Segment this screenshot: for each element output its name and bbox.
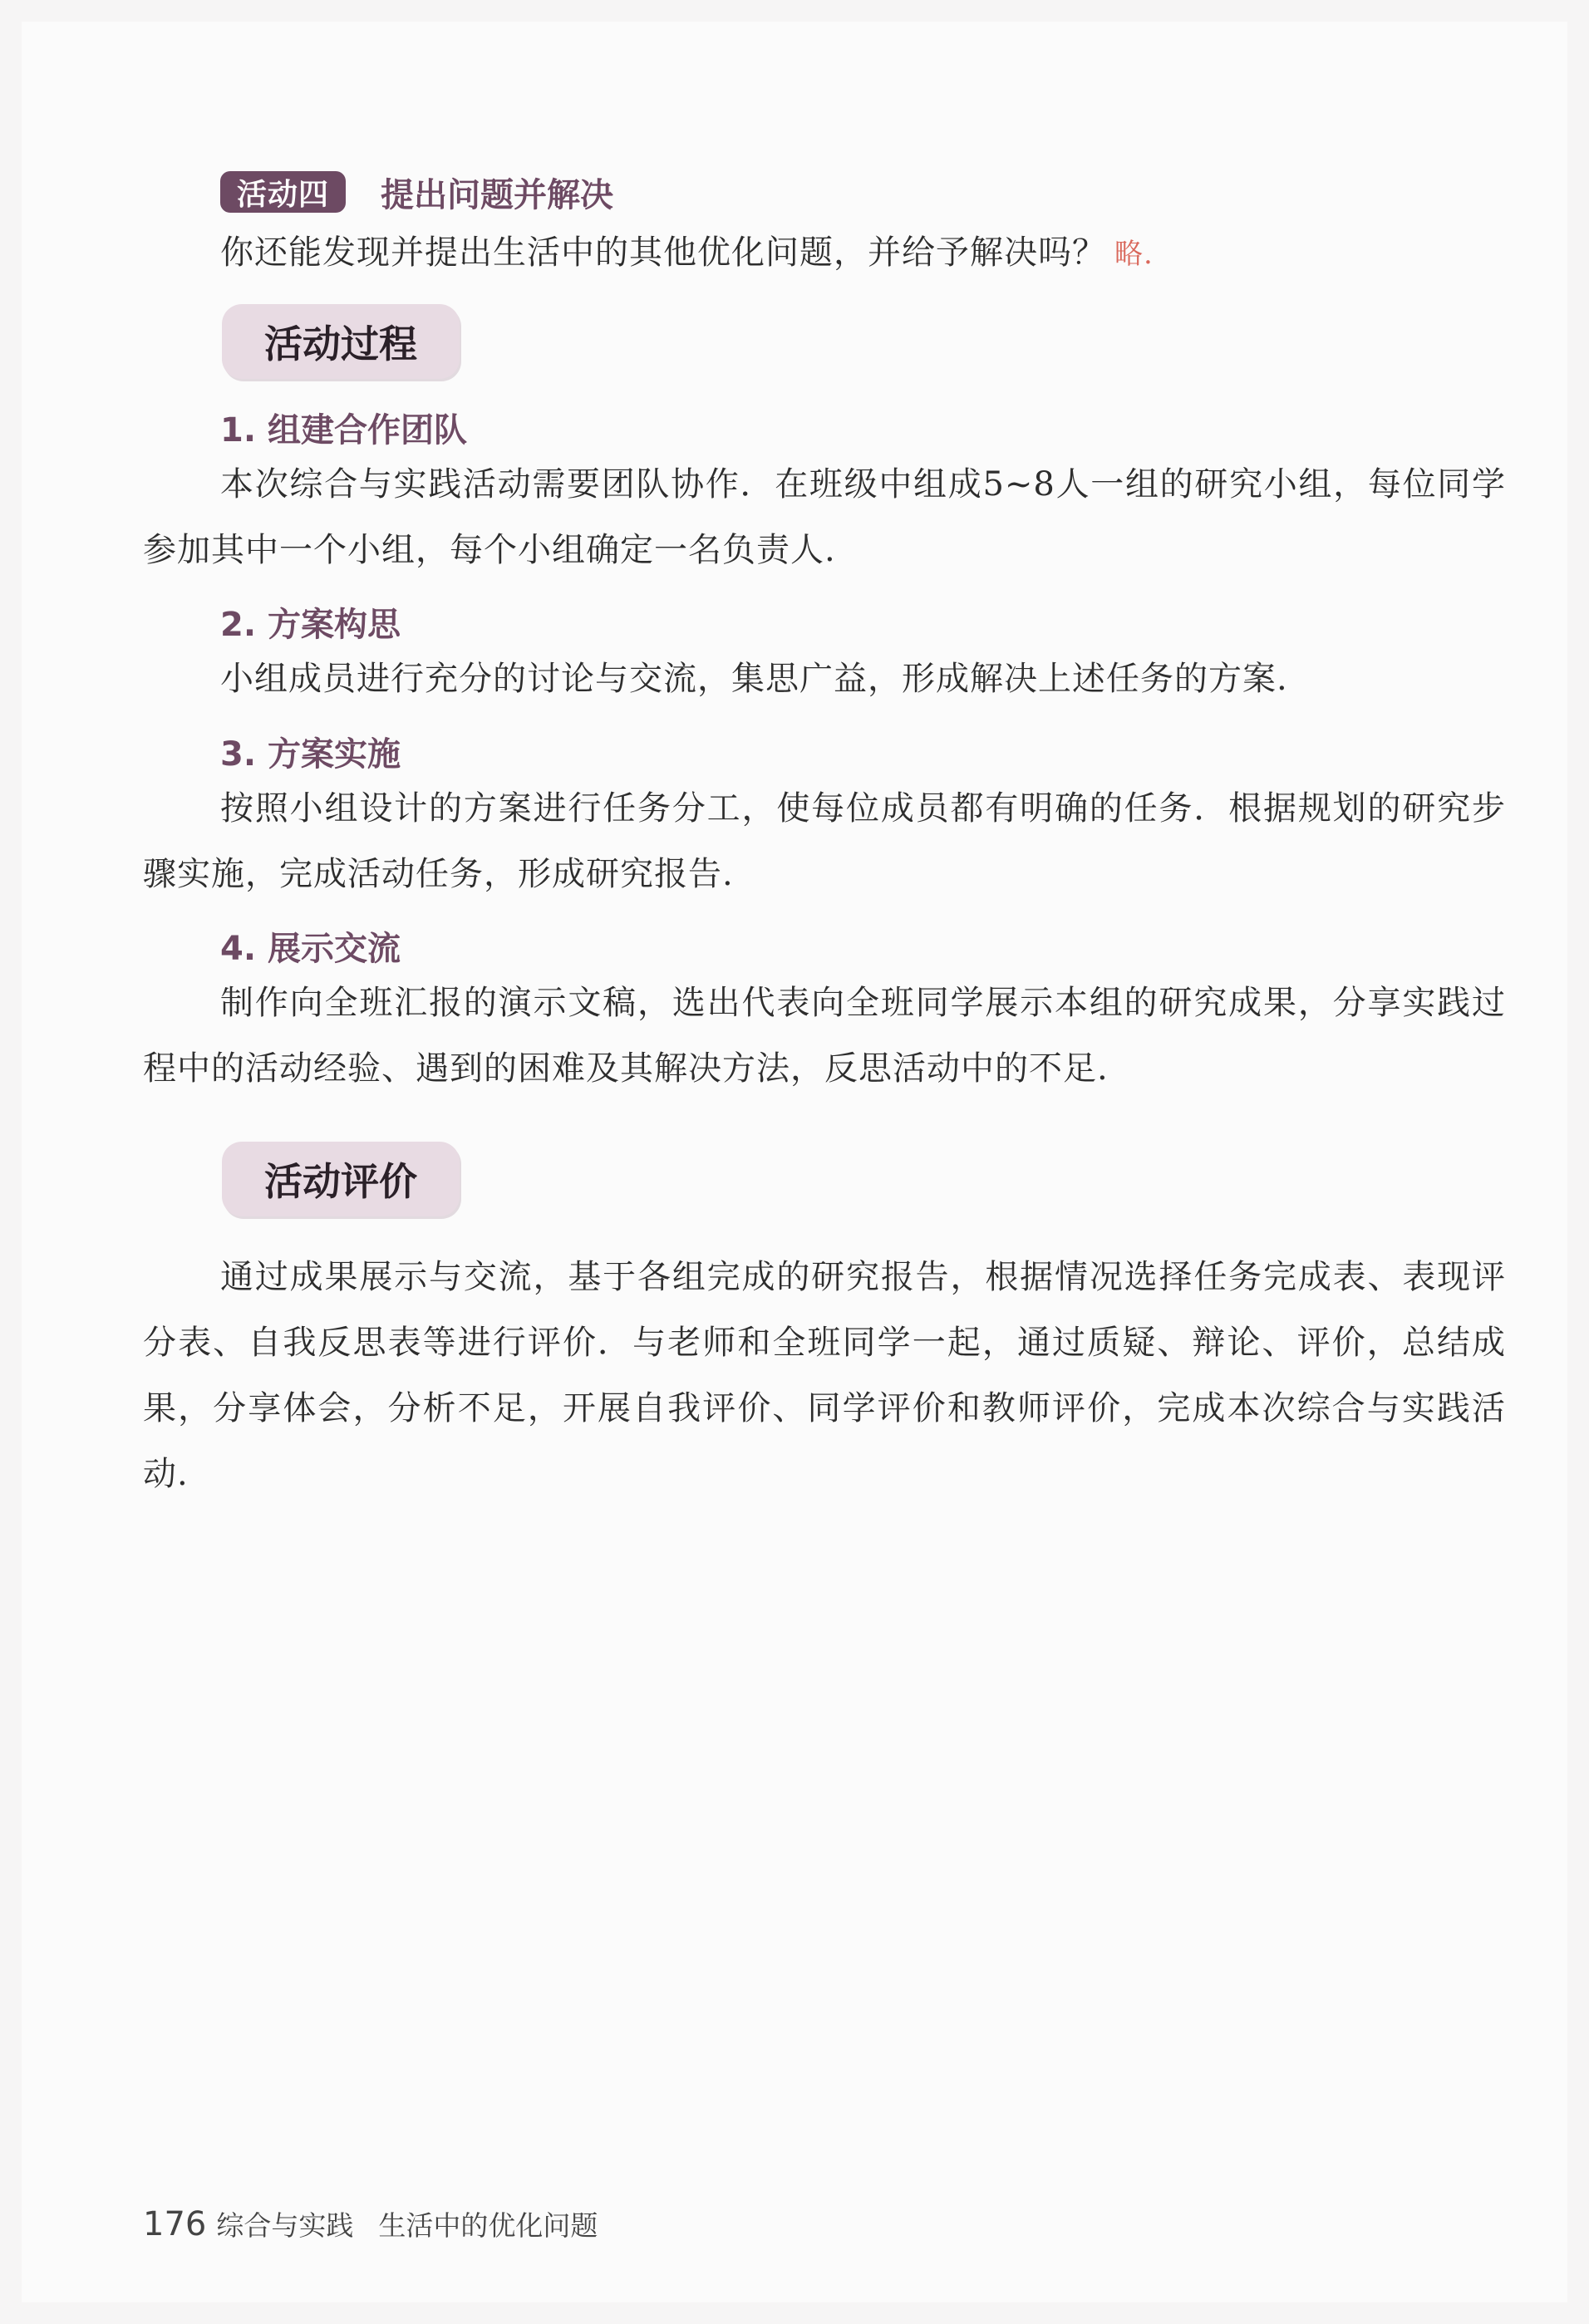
activity-badge: 活动四 (220, 171, 346, 213)
step-heading-3: 3. 方案实施 (220, 735, 401, 774)
footer-topic: 生活中的优化问题 (378, 2209, 598, 2242)
step-text-4: 制作向全班汇报的演示文稿，选出代表向全班同学展示本组的研究成果，分享实践过程中的活动经验、遇到的困难及其解决方法，反思活动中的不足. (143, 984, 1506, 1088)
question-text: 你还能发现并提出生活中的其他优化问题，并给予解决吗？ (220, 233, 1106, 272)
section-heading-process: 活动过程 (222, 304, 460, 379)
section-heading-evaluation: 活动评价 (222, 1142, 460, 1216)
page-number: 176 (143, 2205, 207, 2243)
step-text-1: 本次综合与实践活动需要团队协作．在班级中组成5~8人一组的研究小组，每位同学参加其中一个小组，每个小组确定一名负责人. (143, 465, 1506, 569)
handwritten-answer-note: 略. (1114, 238, 1154, 271)
textbook-page (22, 22, 1567, 2302)
evaluation-text: 通过成果展示与交流，基于各组完成的研究报告，根据情况选择任务完成表、表现评分表、自我反思表等进行评价．与老师和全班同学一起，通过质疑、辩论、评价，总结成果，分享体会，分析不足，开展自我评价、同学评价和教师评价，完成本次综合与实践活动. (143, 1258, 1506, 1493)
step-heading-1: 1. 组建合作团队 (220, 411, 467, 450)
step-text-2: 小组成员进行充分的讨论与交流，集思广益，形成解决上述任务的方案. (220, 660, 1288, 698)
footer-chapter: 综合与实践 (216, 2209, 354, 2242)
activity-header (220, 170, 613, 214)
step-text-3: 按照小组设计的方案进行任务分工，使每位成员都有明确的任务．根据规划的研究步骤实施，完成活动任务，形成研究报告. (143, 789, 1506, 893)
step-heading-2: 2. 方案构思 (220, 606, 401, 644)
step-heading-4: 4. 展示交流 (220, 930, 401, 968)
activity-question (220, 228, 1154, 279)
page-footer (143, 2204, 598, 2243)
activity-title: 提出问题并解决 (381, 175, 614, 214)
